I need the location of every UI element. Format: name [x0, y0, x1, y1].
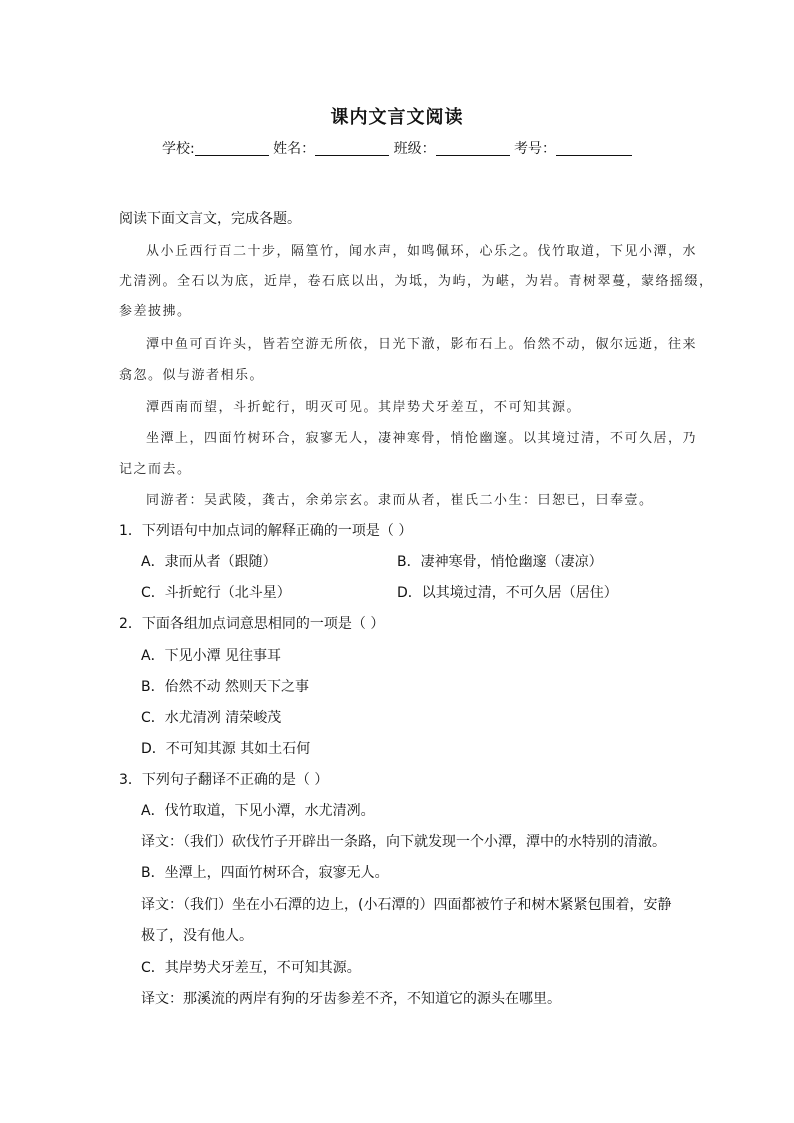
option-c[interactable]: C．水尤清冽 清荣峻茂 [141, 710, 282, 726]
translation-c: 译文：那溪流的两岸有狗的牙齿参差不齐，不知道它的源头在哪里。 [141, 991, 561, 1007]
passage-line: 坐潭上，四面竹树环合，寂寥无人，凄神寒骨，悄怆幽邃。以其境过清，不可久居，乃 [146, 431, 698, 446]
translation-b: 译文：（我们）坐在小石潭的边上，(小石潭的）四面都被竹子和树木紧紧包围着，安静 [141, 897, 672, 913]
school-label: 学校: [161, 141, 195, 157]
translation-a: 译文：（我们）砍伐竹子开辟出一条路，向下就发现一个小潭，潭中的水特别的清澈。 [141, 834, 666, 850]
option-d[interactable]: D．以其境过清，不可久居（居住） [397, 585, 618, 601]
passage-line: 尤清洌。全石以为底，近岸，卷石底以出，为坻，为屿，为嵁，为岩。青树翠蔓，蒙络摇缀， [119, 274, 714, 289]
class-label: 班级： [393, 141, 436, 157]
option-b[interactable]: B．坐潭上，四面竹树环合，寂寥无人。 [141, 865, 389, 881]
passage-line: 潭中鱼可百许头，皆若空游无所依，日光下澈，影布石上。佁然不动，俶尔远逝，往来 [146, 337, 698, 352]
option-c[interactable]: C．其岸势犬牙差互，不可知其源。 [141, 960, 361, 976]
option-a[interactable]: A．伐竹取道，下见小潭，水尤清冽。 [141, 803, 375, 819]
question-stem: 3．下列句子翻译不正确的是（ ） [119, 772, 329, 788]
translation-b-continued: 极了，没有他人。 [141, 928, 253, 944]
option-a[interactable]: A．隶而从者（跟随） [141, 554, 277, 570]
student-info-line [0, 138, 794, 158]
option-d[interactable]: D．不可知其源 其如土石何 [141, 741, 311, 757]
school-blank[interactable] [195, 141, 269, 156]
passage-line: 从小丘西行百二十步，隔篁竹，闻水声，如鸣佩环，心乐之。伐竹取道，下见小潭，水 [146, 244, 698, 259]
passage-line: 记之而去。 [119, 462, 192, 477]
option-a[interactable]: A．下见小潭 见往事耳 [141, 648, 282, 664]
passage-line: 潭西南而望，斗折蛇行，明灭可见。其岸势犬牙差互，不可知其源。 [146, 400, 582, 415]
name-blank[interactable] [315, 141, 389, 156]
option-b[interactable]: B．凄神寒骨，悄怆幽邃（凄凉） [397, 554, 603, 570]
id-label: 考号： [514, 141, 557, 157]
passage-line: 参差披拂。 [119, 304, 192, 319]
instruction: 阅读下面文言文，完成各题。 [119, 211, 301, 227]
passage-line: 同游者：吴武陵，龚古，余弟宗玄。隶而从者，崔氏二小生：曰恕已，曰奉壹。 [146, 493, 654, 508]
class-blank[interactable] [436, 141, 510, 156]
id-blank[interactable] [556, 141, 632, 156]
page-title: 课内文言文阅读 [330, 107, 464, 128]
question-stem: 2．下面各组加点词意思相同的一项是（ ） [119, 616, 385, 632]
name-label: 姓名： [273, 141, 316, 157]
option-c[interactable]: C．斗折蛇行（北斗星） [141, 585, 291, 601]
option-b[interactable]: B．佁然不动 然则天下之事 [141, 679, 310, 695]
question-stem: 1．下列语句中加点词的解释正确的一项是（ ） [119, 523, 413, 539]
passage-line: 翕忽。似与游者相乐。 [119, 368, 265, 383]
